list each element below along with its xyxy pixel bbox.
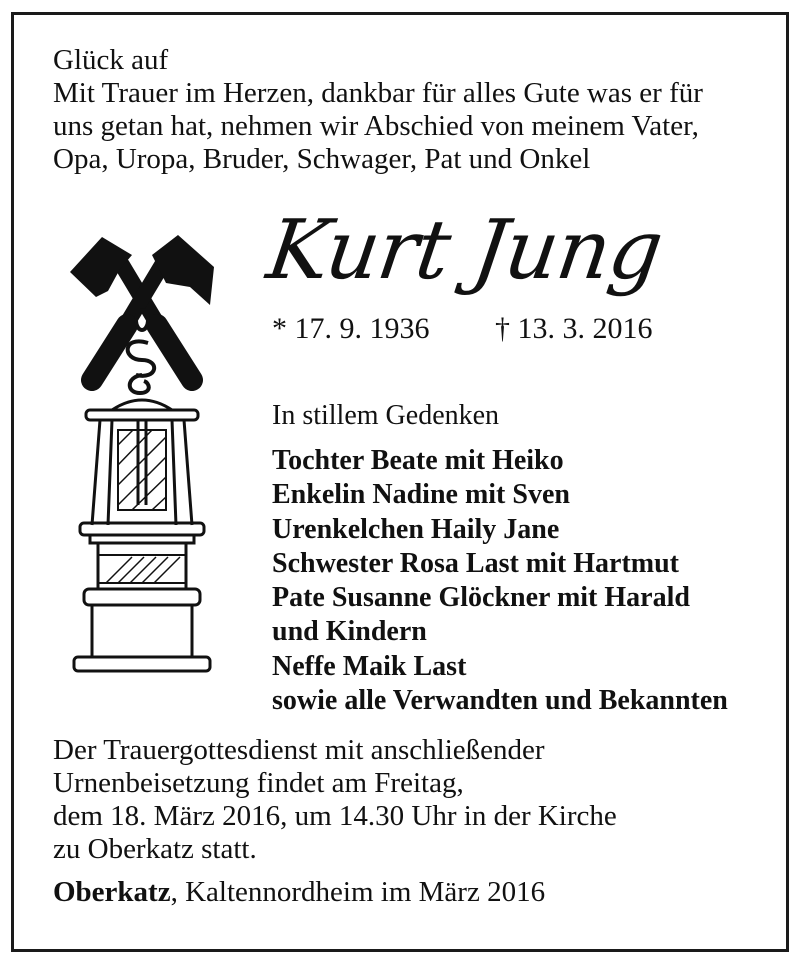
- miners-lamp-icon: [74, 400, 210, 671]
- intro-line: uns getan hat, nehmen wir Abschied von meinem Vater,: [53, 110, 699, 142]
- mourners-list: [272, 444, 728, 718]
- intro-text: [53, 44, 703, 176]
- death-date: † 13. 3. 2016: [495, 312, 653, 345]
- deceased-name: Kurt Jung: [261, 203, 668, 298]
- mourner-line: Enkelin Nadine mit Sven: [272, 479, 570, 511]
- mourner-line: Schwester Rosa Last mit Hartmut: [272, 547, 679, 579]
- mourner-line: Neffe Maik Last: [272, 650, 467, 682]
- intro-line: Mit Trauer im Herzen, dankbar für alles Gute was er für: [53, 77, 703, 109]
- closing-rest: , Kaltennordheim im März 2016: [170, 876, 546, 908]
- service-line: Der Trauergottesdienst mit anschließender: [53, 734, 545, 766]
- mourners-heading: In stillem Gedenken: [272, 400, 500, 431]
- service-details: [53, 734, 617, 866]
- greeting: Glück auf: [53, 44, 169, 76]
- closing-place: Oberkatz: [53, 876, 171, 908]
- mourner-line: sowie alle Verwandten und Bekannten: [272, 685, 728, 717]
- mourner-line: Tochter Beate mit Heiko: [272, 445, 564, 476]
- mourner-line: und Kindern: [272, 616, 427, 648]
- mourner-line: Urenkelchen Haily Jane: [272, 513, 560, 545]
- intro-line: Opa, Uropa, Bruder, Schwager, Pat und Onkel: [53, 143, 591, 175]
- miners-emblem-icon: [62, 225, 222, 685]
- service-line: zu Oberkatz statt.: [53, 833, 257, 865]
- mourner-line: Pate Susanne Glöckner mit Harald: [272, 582, 690, 614]
- service-line: dem 18. März 2016, um 14.30 Uhr in der Kirche: [53, 800, 617, 832]
- service-line: Urnenbeisetzung findet am Freitag,: [53, 767, 464, 799]
- closing-line: [53, 876, 545, 909]
- birth-date: * 17. 9. 1936: [272, 312, 430, 345]
